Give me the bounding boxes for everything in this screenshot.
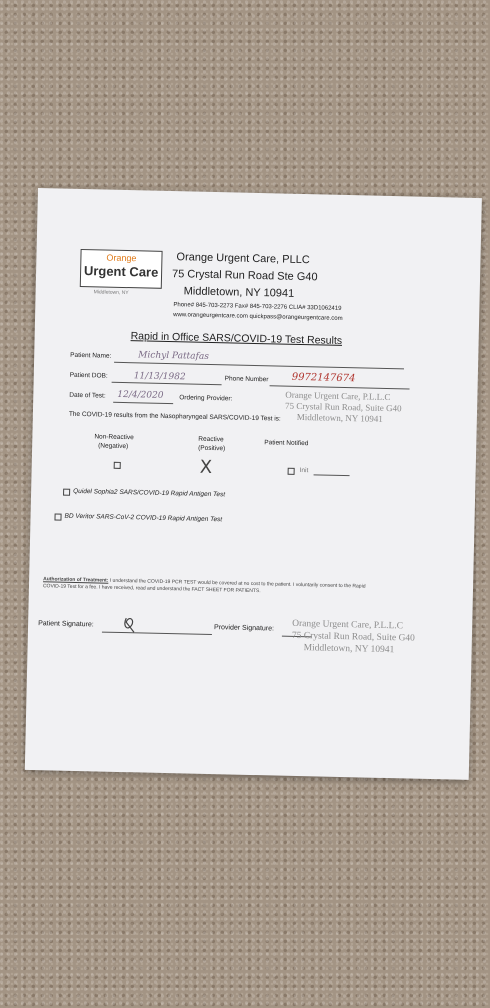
date-of-test-value: 12/4/2020 <box>117 389 164 401</box>
stamp2-line-2: 75 Crystal Run Road, Suite G40 <box>291 630 415 644</box>
stamp2-line-3: Middletown, NY 10941 <box>303 643 395 656</box>
auth-text: I understand the COVID-19 PCR TEST would be covered at no cost to the patient. I voluntarily consent to the Rapid COVID-19 Test for a fee. I have received, read and understand the FACT SHEET FOR PATIENTS. <box>42 577 366 595</box>
patient-signature-label: Patient Signature: <box>38 620 94 629</box>
patient-signature-line <box>102 632 212 635</box>
company-phone-line: Phone# 845-703-2273 Fax# 845-703-2276 CLIA# 33D1062419 <box>173 302 342 312</box>
test1-label: Quidel Sophia2 SARS/COVID-19 Rapid Antigen Test <box>73 487 226 499</box>
logo-line-1: Orange <box>106 252 137 264</box>
patient-name-line <box>114 362 404 370</box>
col-reactive-1: Reactive <box>198 435 224 444</box>
authorization-block <box>43 576 383 598</box>
notified-checkbox[interactable] <box>288 468 295 475</box>
init-line <box>314 474 350 476</box>
reactive-mark: X <box>199 456 213 479</box>
stamp2-line-1: Orange Urgent Care, P.L.L.C <box>292 618 404 632</box>
dob-value: 11/13/1982 <box>133 371 186 383</box>
col-patient-notified: Patient Notified <box>264 439 309 448</box>
company-address-2: Middletown, NY 10941 <box>183 285 295 300</box>
date-of-test-label: Date of Test: <box>69 391 106 400</box>
init-label: Init <box>299 467 309 475</box>
stamp-line-1: Orange Urgent Care, P.L.L.C <box>285 389 391 403</box>
results-intro: The COVID-19 results from the Nasopharyngeal SARS/COVID-19 Test is: <box>68 410 281 423</box>
provider-stamp-2 <box>291 618 415 657</box>
provider-stamp-1 <box>285 390 402 426</box>
logo-line-2: Urgent Care <box>83 263 159 280</box>
phone-value: 9972147674 <box>291 371 356 385</box>
phone-label: Phone Number <box>224 375 269 384</box>
stamp-line-2: 75 Crystal Run Road, Suite G40 <box>285 400 402 414</box>
patient-name-label: Patient Name: <box>70 351 112 360</box>
date-of-test-line <box>113 402 173 404</box>
logo <box>80 249 163 289</box>
col-nonreactive-1: Non-Reactive <box>94 433 134 442</box>
patient-name-value: Michyl Pattafas <box>138 350 210 362</box>
patient-signature-scribble <box>120 614 142 636</box>
stamp-line-3: Middletown, NY 10941 <box>296 411 383 424</box>
company-address-1: 75 Crystal Run Road Ste G40 <box>171 268 318 284</box>
provider-signature-label: Provider Signature: <box>213 624 275 633</box>
auth-heading: Authorization of Treatment: <box>43 576 109 584</box>
form-title: Rapid in Office SARS/COVID-19 Test Results <box>130 330 343 347</box>
col-nonreactive-2: (Negative) <box>98 442 129 451</box>
logo-caption: Middletown, NY <box>93 289 129 297</box>
dob-line <box>112 382 222 385</box>
test2-checkbox[interactable] <box>54 513 61 520</box>
ordering-provider-label: Ordering Provider: <box>179 394 233 403</box>
nonreactive-checkbox[interactable] <box>114 462 121 469</box>
col-reactive-2: (Positive) <box>198 444 226 453</box>
company-web-line: www.orangeurgentcare.com quickpass@orangeurgentcare.com <box>173 312 343 322</box>
test-results-form <box>25 188 482 780</box>
dob-label: Patient DOB: <box>69 371 108 380</box>
test2-label: BD Veritor SARS-CoV-2 COVID-19 Rapid Antigen Test <box>64 512 223 524</box>
company-name: Orange Urgent Care, PLLC <box>176 251 310 267</box>
test1-checkbox[interactable] <box>63 489 70 496</box>
